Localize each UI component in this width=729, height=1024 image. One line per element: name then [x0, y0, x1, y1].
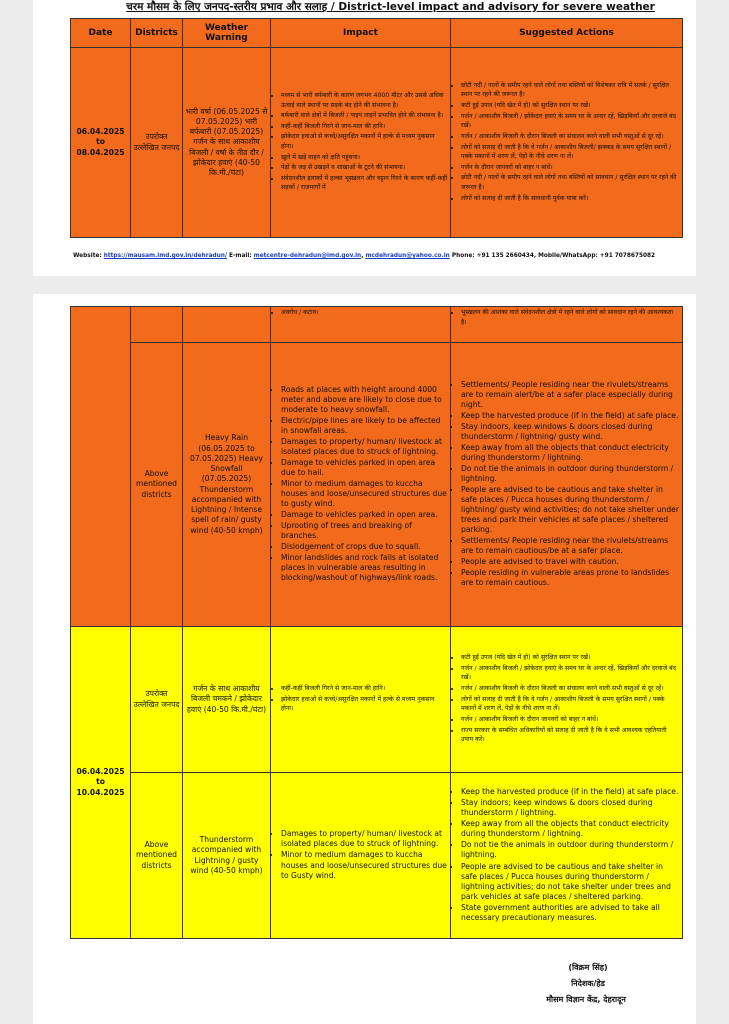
list-item: • पेड़ों के जड़ से उखड़ने व शाखाओं के टूटने की संभावना।	[281, 163, 448, 173]
actions-list	[453, 653, 680, 744]
signature-office: मौसम विज्ञान केंद्र, देहरादून	[546, 995, 626, 1004]
actions-list	[453, 380, 680, 588]
warning-cell-empty	[183, 307, 271, 343]
signature-name: (विक्रम सिंह)	[568, 963, 608, 972]
footer-website-label: Website:	[73, 253, 104, 259]
districts-cell-empty	[131, 307, 183, 343]
header-actions: Suggested Actions	[451, 19, 683, 48]
list-item: • Electric/pipe lines are likely to be affected in snowfall areas.	[281, 416, 448, 436]
districts-cell: उपरोक्त उल्लेखित जनपद	[131, 48, 183, 238]
list-item: • Settlements/ People residing near the rivulets/streams are to remain alert/be at a safer place especially during night.	[461, 380, 680, 410]
list-item: • झोकेदार हवाओं से कच्चे/असुरक्षित मकानों में हल्के से मध्यम नुकसान होना।	[281, 695, 448, 714]
date-cell: 06.04.2025 to 10.04.2025	[71, 627, 131, 939]
list-item: • लोगों को सलाह दी जाती है कि वे गर्जन / आकाशीय बिजली/ झक्कड़ के समय सुरक्षित स्थानों / पक्के मकानों में शरण लें, पेड़ों के नीचे शरण ना लें।	[461, 143, 680, 162]
impact-cell	[271, 48, 451, 238]
list-item: • Stay indoors; keep windows & doors closed during thunderstorm / lightning.	[461, 798, 680, 818]
list-item: • गर्जन / आकाशीय बिजली के दौरान बिजली का संचालन करने वाली सभी वस्तुओं से दूर रहें।	[461, 684, 680, 694]
list-item: • Keep away from all the objects that conduct electricity during thunderstorm / lightning.	[461, 819, 680, 839]
list-item: • राज्य सरकार के सम्बंधित अधिकारियों को सलाह दी जाती है कि वे सभी आवश्यक एहतियाती उपाय करें।	[461, 726, 680, 745]
districts-cell: उपरोक्त उल्लेखित जनपद	[131, 627, 183, 773]
date-cell-empty	[71, 307, 131, 627]
list-item: • State government authorities are advised to take all necessary precautionary measures.	[461, 903, 680, 923]
signature-title: निदेशक/हेड	[571, 979, 605, 988]
list-item: • People residing in vulnerable areas prone to landslides are to remain cautious.	[461, 568, 680, 588]
email-link-2[interactable]: mcdehradun@yahoo.co.in	[365, 253, 450, 259]
list-item: • संवेदनशील इलाकों में हल्का भूस्खलन और चट्टान गिरने के कारण कहीं-कहीं सड़कों / राजमार्गों में	[281, 174, 448, 193]
list-item: • गर्जन / आकाशीय बिजली के दौरान बिजली का संचालन करने वाली सभी वस्तुओं से दूर रहें।	[461, 132, 680, 142]
list-item: • कटी हुई उपज (यदि खेत में हो) को सुरक्षित स्थान पर रखें।	[461, 101, 680, 111]
list-item: • छोटी नदी / नालों के समीप रहने वाले लोगों तथा बस्तियों को विशेषकर रात्रि में सतर्क / सुरक्षित स्थान पर रहने की जरूरत है।	[461, 81, 680, 100]
list-item: • Keep the harvested produce (if in the field) at safe place.	[461, 787, 680, 797]
list-item: • Keep away from all the objects that conduct electricity during thunderstorm / lightning.	[461, 443, 680, 463]
list-item: • People are advised to be cautious and take shelter in safe places / Pucca houses during thunderstorm / lightning/ gusty wind activities; do not take shelter under trees and park their vehicles at safe places / sheltered parking.	[461, 485, 680, 535]
warning-cell: Heavy Rain (06.05.2025 to 07.05.2025) Heavy Snowfall (07.05.2025) Thunderstorm accompanied with Lightning / Intense spell of rain/ gusty wind (40-50 kmph)	[183, 343, 271, 627]
document-title: चरम मौसम के लिए जनपद-स्तरीय प्रभाव और सलाह / District-level impact and advisory for severe weather	[126, 1, 655, 13]
list-item: • कहीं-कहीं बिजली गिरने से जान-माल की हानि।	[281, 684, 448, 694]
impact-cell	[271, 343, 451, 627]
table-row	[71, 48, 683, 238]
website-link[interactable]: https://mausam.imd.gov.in/dehradun/	[103, 253, 228, 259]
header-date: Date	[71, 19, 131, 48]
actions-cell	[451, 343, 683, 627]
impact-cell	[271, 307, 451, 343]
list-item: • People are advised to be cautious and take shelter in safe places / Pucca houses during thunderstorm / lightning activities; do not take shelter under trees and park vehicles at safe places / sheltered parking.	[461, 862, 680, 902]
impact-list	[273, 91, 448, 193]
list-item: • Dislodgement of crops due to squall.	[281, 542, 448, 552]
table-row	[71, 627, 683, 773]
list-item: • कहीं-कहीं बिजली गिरने से जान-माल की हानि।	[281, 122, 448, 132]
list-item: • खुले में खड़े वाहन को क्षति पहुंचना।	[281, 153, 448, 163]
actions-list	[453, 787, 680, 922]
list-item: • Minor to medium damages to kuccha houses and loose/unsecured structures due to gusty wind.	[281, 479, 448, 509]
actions-list	[453, 308, 680, 327]
table-row	[71, 343, 683, 627]
table-header-row	[71, 19, 683, 48]
list-item: • मध्यम से भारी बर्फबारी के कारण लगभग 4000 मीटर और उससे अधिक ऊंचाई वाले स्थानों पर सड़के बंद होने की संभावना है।	[281, 91, 448, 110]
list-item: • झोकेदार हवाओं से कच्चे/असुरक्षित मकानों में हल्के से मध्यम नुकसान होना।	[281, 132, 448, 151]
districts-cell: Above mentioned districts	[131, 773, 183, 939]
list-item: • Damages to property/ human/ livestock at isolated places due to struck of lightning.	[281, 829, 448, 849]
warning-cell: Thunderstorm accompanied with Lightning / gusty wind (40-50 kmph)	[183, 773, 271, 939]
header-districts: Districts	[131, 19, 183, 48]
list-item: • लोगों को सलाह दी जाती है कि वे गर्जन / आकाशीय बिजली के समय सुरक्षित स्थानों / पक्के मकानों में शरण लें, पेड़ों के नीचे शरण ना लें।	[461, 695, 680, 714]
actions-cell	[451, 307, 683, 343]
list-item: • Roads at places with height around 4000 meter and above are likely to close due to moderate to heavy snowfall.	[281, 385, 448, 415]
list-item: • Damage to vehicles parked in open area.	[281, 510, 448, 520]
table-row	[71, 773, 683, 939]
list-item: • भूस्खलन की आशंका वाले संवेदनशील क्षेत्रों में रहने वाले लोगों को सावधान रहने की आवश्यकता है।	[461, 308, 680, 327]
list-item: • Damage to vehicles parked in open area due to hail.	[281, 458, 448, 478]
document-page-1	[33, 0, 696, 276]
list-item: • लोगों को सलाह दी जाती है कि सावधानी पूर्वक यात्रा करें।	[461, 194, 680, 204]
list-item: • Damages to property/ human/ livestock at isolated places due to struck of lightning.	[281, 437, 448, 457]
table-row	[71, 307, 683, 343]
warning-cell: भारी वर्षा (06.05.2025 से 07.05.2025) भारी बर्फबारी (07.05.2025) गर्जन के साथ आकाशीय बिजली / वर्षा के तीव्र दौर / झोकेदार हवाएं (40-50 कि.मी./घंटा)	[183, 48, 271, 238]
actions-cell	[451, 48, 683, 238]
list-item: • Uprooting of trees and breaking of branches.	[281, 521, 448, 541]
list-item: • कटी हुई उपज (यदि खेत में हो) को सुरक्षित स्थान पर रखें।	[461, 653, 680, 663]
impact-list	[273, 684, 448, 714]
impact-list	[273, 385, 448, 583]
actions-cell	[451, 773, 683, 939]
document-page-2	[33, 294, 696, 1024]
list-item: • Do not tie the animals in outdoor during thunderstorm / lightning.	[461, 840, 680, 860]
list-item: • गर्जन / आकाशीय बिजली / झोकेदार हवाएं के समय घर के अन्दर रहें, खिड़कियाँ और दरवाजे बंद रखें।	[461, 664, 680, 683]
actions-cell	[451, 627, 683, 773]
impact-list	[273, 829, 448, 880]
list-item: • बर्फबारी वाले क्षेत्रों में बिजली / पाइप लाइनें प्रभावित होने की संभावना है।	[281, 111, 448, 121]
header-warning: Weather Warning	[183, 19, 271, 48]
list-item: • छोटी नदी / नालों के समीप रहने वाले लोगों तथा बस्तियों को सावधान / सुरक्षित स्थान पर रहने की जरूरत है।	[461, 173, 680, 192]
list-item: • Do not tie the animals in outdoor during thunderstorm / lightning.	[461, 464, 680, 484]
list-item: • Minor landslides and rock falls at isolated places in vulnerable areas resulting in blocking/washout of highways/link roads.	[281, 553, 448, 583]
footer-phone: Phone: +91 135 2660434, Mobile/WhatsApp: +91 7078675082	[449, 253, 656, 259]
contact-footer: Website: https://mausam.imd.gov.in/dehradun/ E-mail: metcentre-dehradun@imd.gov.in, mcdehradun@yahoo.co.in Phone: +91 135 2660434, Mobile/WhatsApp: +91 7078675082	[73, 253, 656, 259]
list-item: • गर्जन / आकाशीय बिजली के दौरान जानवरों को बाहर न बांधें।	[461, 715, 680, 725]
advisory-table-page-1	[70, 18, 683, 238]
impact-cell	[271, 773, 451, 939]
header-impact: Impact	[271, 19, 451, 48]
advisory-table-page-2	[70, 306, 683, 939]
list-item: • गर्जन के दौरान जानवरों को बाहर न बांधें।	[461, 163, 680, 173]
districts-cell: Above mentioned districts	[131, 343, 183, 627]
impact-cell	[271, 627, 451, 773]
list-item: • Settlements/ People residing near the rivulets/streams are to remain cautious/be at a safer place.	[461, 536, 680, 556]
list-item: • Keep the harvested produce (if in the field) at safe place.	[461, 411, 680, 421]
list-item: • People are advised to travel with caution.	[461, 557, 680, 567]
warning-cell: गर्जन के साथ आकाशीय बिजली चमकने / झोकेदार हवाएं (40-50 कि.मी./घंटा)	[183, 627, 271, 773]
email-link-1[interactable]: metcentre-dehradun@imd.gov.in	[253, 253, 362, 259]
list-item: • Minor to medium damages to kuccha houses and loose/unsecured structures due to Gusty wind.	[281, 850, 448, 880]
footer-email-label: E-mail:	[227, 253, 254, 259]
actions-list	[453, 81, 680, 203]
list-item: • गर्जन / आकाशीय बिजली / झोकेदार हवाएं के समय घर के अन्दर रहें, खिड़कियाँ और दरवाजे बंद रखें।	[461, 112, 680, 131]
date-cell: 06.04.2025 to 08.04.2025	[71, 48, 131, 238]
impact-item: • अवरोध / कटाव।	[281, 308, 448, 318]
list-item: • Stay indoors, keep windows & doors closed during thunderstorm / lightning/ gusty wind.	[461, 422, 680, 442]
